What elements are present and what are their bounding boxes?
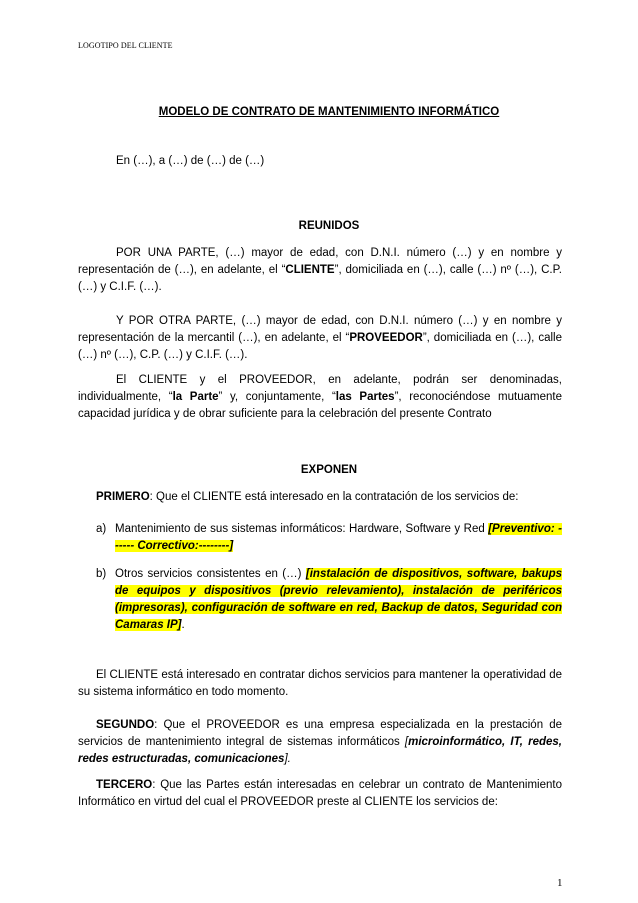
text-run: ”, domiciliada en (…), calle (…) nº (…), C.P. (…) y C.I.F. (…). [78,264,562,293]
text-run: : Que el CLIENTE está interesado en la contratación de los servicios de: [149,491,519,503]
highlighted-note: [instalación de dispositivos, software, bakups de equipos y dispositivos (previo relevamiento), instalación de periféricos (impresoras), configuración de software en red, Backup de datos, Seguridad con Camaras IP] [115,568,562,631]
intro-date-line: En (…), a (…) de (…) de (…) [116,155,265,167]
party-term: la Parte [172,391,219,403]
tercero-label: TERCERO [96,779,153,791]
reunidos-heading: REUNIDOS [298,220,360,232]
provider-term: PROVEEDOR [349,332,423,344]
text-run: ]. [284,753,291,765]
reunidos-paragraph-parties [78,372,562,423]
text-run: ”, reconociéndose mutuamente capacidad jurídica y de obrar suficiente para la celebración del presente Contrato [78,391,562,420]
text-run: ” y, conjuntamente, “ [218,391,336,403]
text-run: Y POR OTRA PARTE, (…) mayor de edad, con D.N.I. número (…) y en nombre y representación de la mercantil (…), en adelante, el “ [78,315,562,344]
page-number: 1 [557,877,563,889]
segundo-label: SEGUNDO [96,719,155,731]
list-marker: b) [96,568,107,580]
text-run: [ [404,736,409,748]
list-item-text [115,521,562,555]
list-marker: a) [96,523,107,535]
exponen-heading: EXPONEN [300,464,358,476]
text-run: POR UNA PARTE, (…) mayor de edad, con D.N.I. número (…) y en nombre y representación de (…), en adelante, el “ [78,247,562,276]
primero-paragraph [96,489,562,506]
text-run: : Que el PROVEEDOR es una empresa especializada en la prestación de servicios de mantenimiento integral de sistemas informáticos [78,719,562,748]
text-run: . [181,619,185,631]
tercero-paragraph [78,777,562,811]
segundo-paragraph [78,717,562,768]
text-run: Mantenimiento de sus sistemas informáticos: Hardware, Software y Red [115,523,489,535]
interest-paragraph: El CLIENTE está interesado en contratar dichos servicios para mantener la operatividad de su sistema informático en todo momento. [78,669,562,698]
parties-term: las Partes [335,391,395,403]
text-run: : Que las Partes están interesadas en celebrar un contrato de Mantenimiento Informático en virtud del cual el PROVEEDOR preste al CLIENTE los servicios de: [78,779,562,808]
document-title: MODELO DE CONTRATO DE MANTENIMIENTO INFORMÁTICO [158,106,500,118]
reunidos-paragraph-provider [78,313,562,364]
list-item-a [96,521,562,555]
client-logo-placeholder: LOGOTIPO DEL CLIENTE [78,41,173,50]
client-term: CLIENTE [285,264,335,276]
bracketed-note: microinformático, IT, redes, redes estructuradas, comunicaciones [78,736,562,765]
text-run: Otros servicios consistentes en (…) [115,568,306,580]
list-item-text [115,566,562,634]
text-run: El CLIENTE y el PROVEEDOR, en adelante, podrán ser denominadas, individualmente, “ [78,374,562,403]
text-run: ”, domiciliada en (…), calle (…) nº (…), C.P. (…) y C.I.F. (…). [78,332,562,361]
list-item-b [96,566,562,634]
primero-label: PRIMERO [96,491,150,503]
reunidos-paragraph-client [78,245,562,296]
highlighted-note: [Preventivo: ------ Correctivo:--------] [115,523,562,552]
